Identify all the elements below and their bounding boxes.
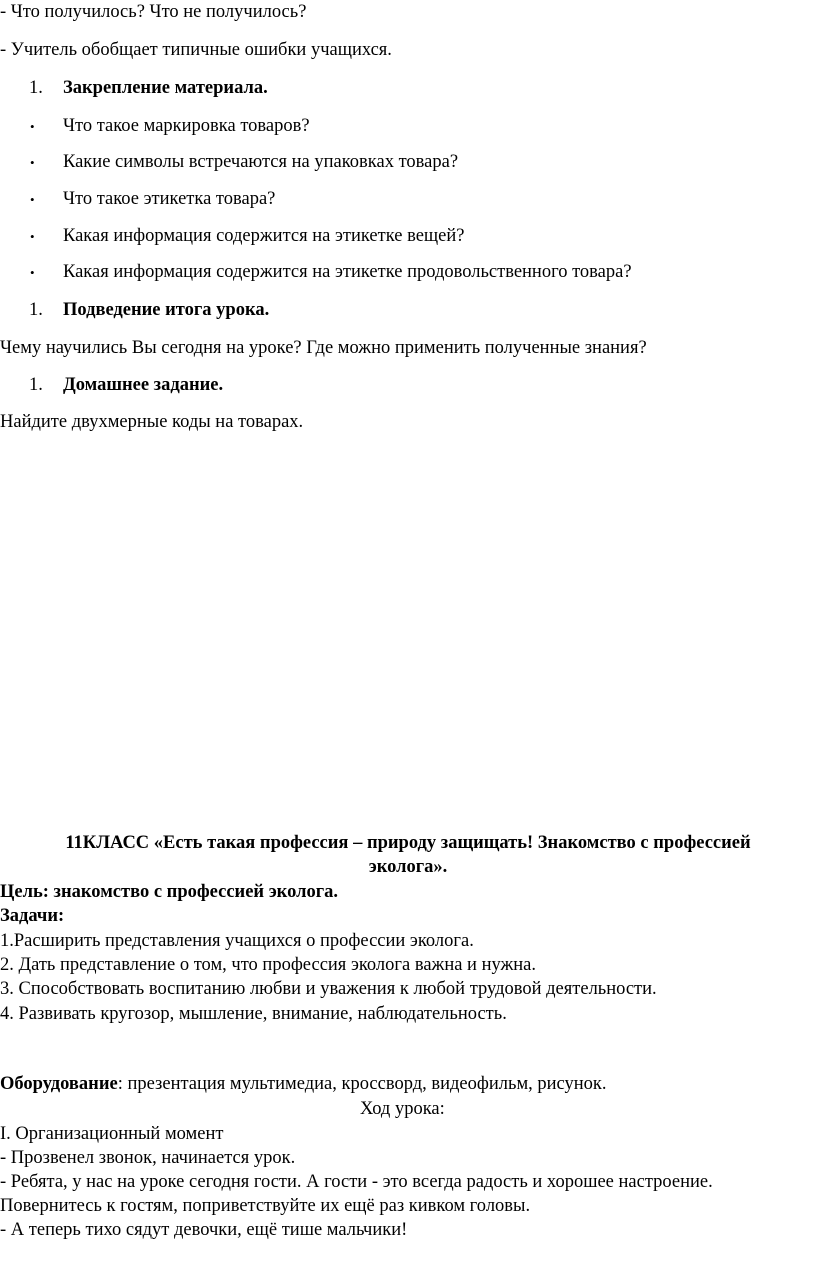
list-item [0, 117, 816, 139]
bullet-icon: • [30, 265, 35, 280]
task-item: 4. Развивать кругозор, мышление, внимание, наблюдательность. [0, 1004, 507, 1024]
bullet-icon: • [30, 192, 35, 207]
bullet-icon: • [30, 229, 35, 244]
heading-text: Закрепление материала. [63, 78, 268, 98]
list-number: 1. [29, 375, 43, 395]
list-number: 1. [29, 78, 43, 98]
question-text: Какая информация содержится на этикетке продовольственного товара? [63, 262, 632, 282]
task-item: 1.Расширить представления учащихся о профессии эколога. [0, 931, 474, 951]
question-text: Что такое этикетка товара? [63, 189, 276, 209]
tasks-label: Задачи: [0, 906, 65, 926]
task-item: 3. Способствовать воспитанию любви и уважения к любой трудовой деятельности. [0, 979, 657, 999]
section-heading [0, 301, 816, 323]
lesson-title: 11КЛАСС «Есть такая профессия – природу защищать! Знакомство с профессией [65, 833, 751, 853]
lesson-body-line: - А теперь тихо сядут девочки, ещё тише мальчики! [0, 1220, 408, 1240]
question-text: Что такое маркировка товаров? [63, 116, 310, 136]
lesson-title-cont: эколога». [368, 857, 448, 877]
course-heading: Ход урока: [360, 1099, 445, 1119]
list-item [0, 227, 816, 249]
list-item [0, 263, 816, 285]
section-heading [0, 376, 816, 398]
paragraph: Найдите двухмерные коды на товарах. [0, 412, 304, 432]
lesson-body-line: - Прозвенел звонок, начинается урок. [0, 1148, 296, 1168]
question-text: Какие символы встречаются на упаковках товара? [63, 152, 459, 172]
paragraph: Чему научились Вы сегодня на уроке? Где можно применить полученные знания? [0, 338, 647, 358]
task-item: 2. Дать представление о том, что профессия эколога важна и нужна. [0, 955, 537, 975]
list-item [0, 153, 816, 175]
lesson-body-line: I. Организационный момент [0, 1124, 224, 1144]
list-item [0, 190, 816, 212]
heading-text: Домашнее задание. [63, 375, 224, 395]
lesson-body-line: Повернитесь к гостям, поприветствуйте их ещё раз кивком головы. [0, 1196, 531, 1216]
intro-line: - Учитель обобщает типичные ошибки учащихся. [0, 40, 392, 60]
list-number: 1. [29, 300, 43, 320]
bullet-icon: • [30, 119, 35, 134]
bullet-icon: • [30, 155, 35, 170]
equipment-text: : презентация мультимедиа, кроссворд, видеофильм, рисунок. [117, 1074, 607, 1094]
section-heading [0, 79, 816, 101]
heading-text: Подведение итога урока. [63, 300, 270, 320]
equipment-line [0, 1075, 607, 1094]
lesson-body-line: - Ребята, у нас на уроке сегодня гости. А гости - это всегда радость и хорошее настроение. [0, 1172, 713, 1192]
intro-line: - Что получилось? Что не получилось? [0, 2, 307, 22]
lesson-goal: Цель: знакомство с профессией эколога. [0, 882, 339, 902]
equipment-label: Оборудование [0, 1074, 118, 1094]
question-text: Какая информация содержится на этикетке вещей? [63, 226, 465, 246]
